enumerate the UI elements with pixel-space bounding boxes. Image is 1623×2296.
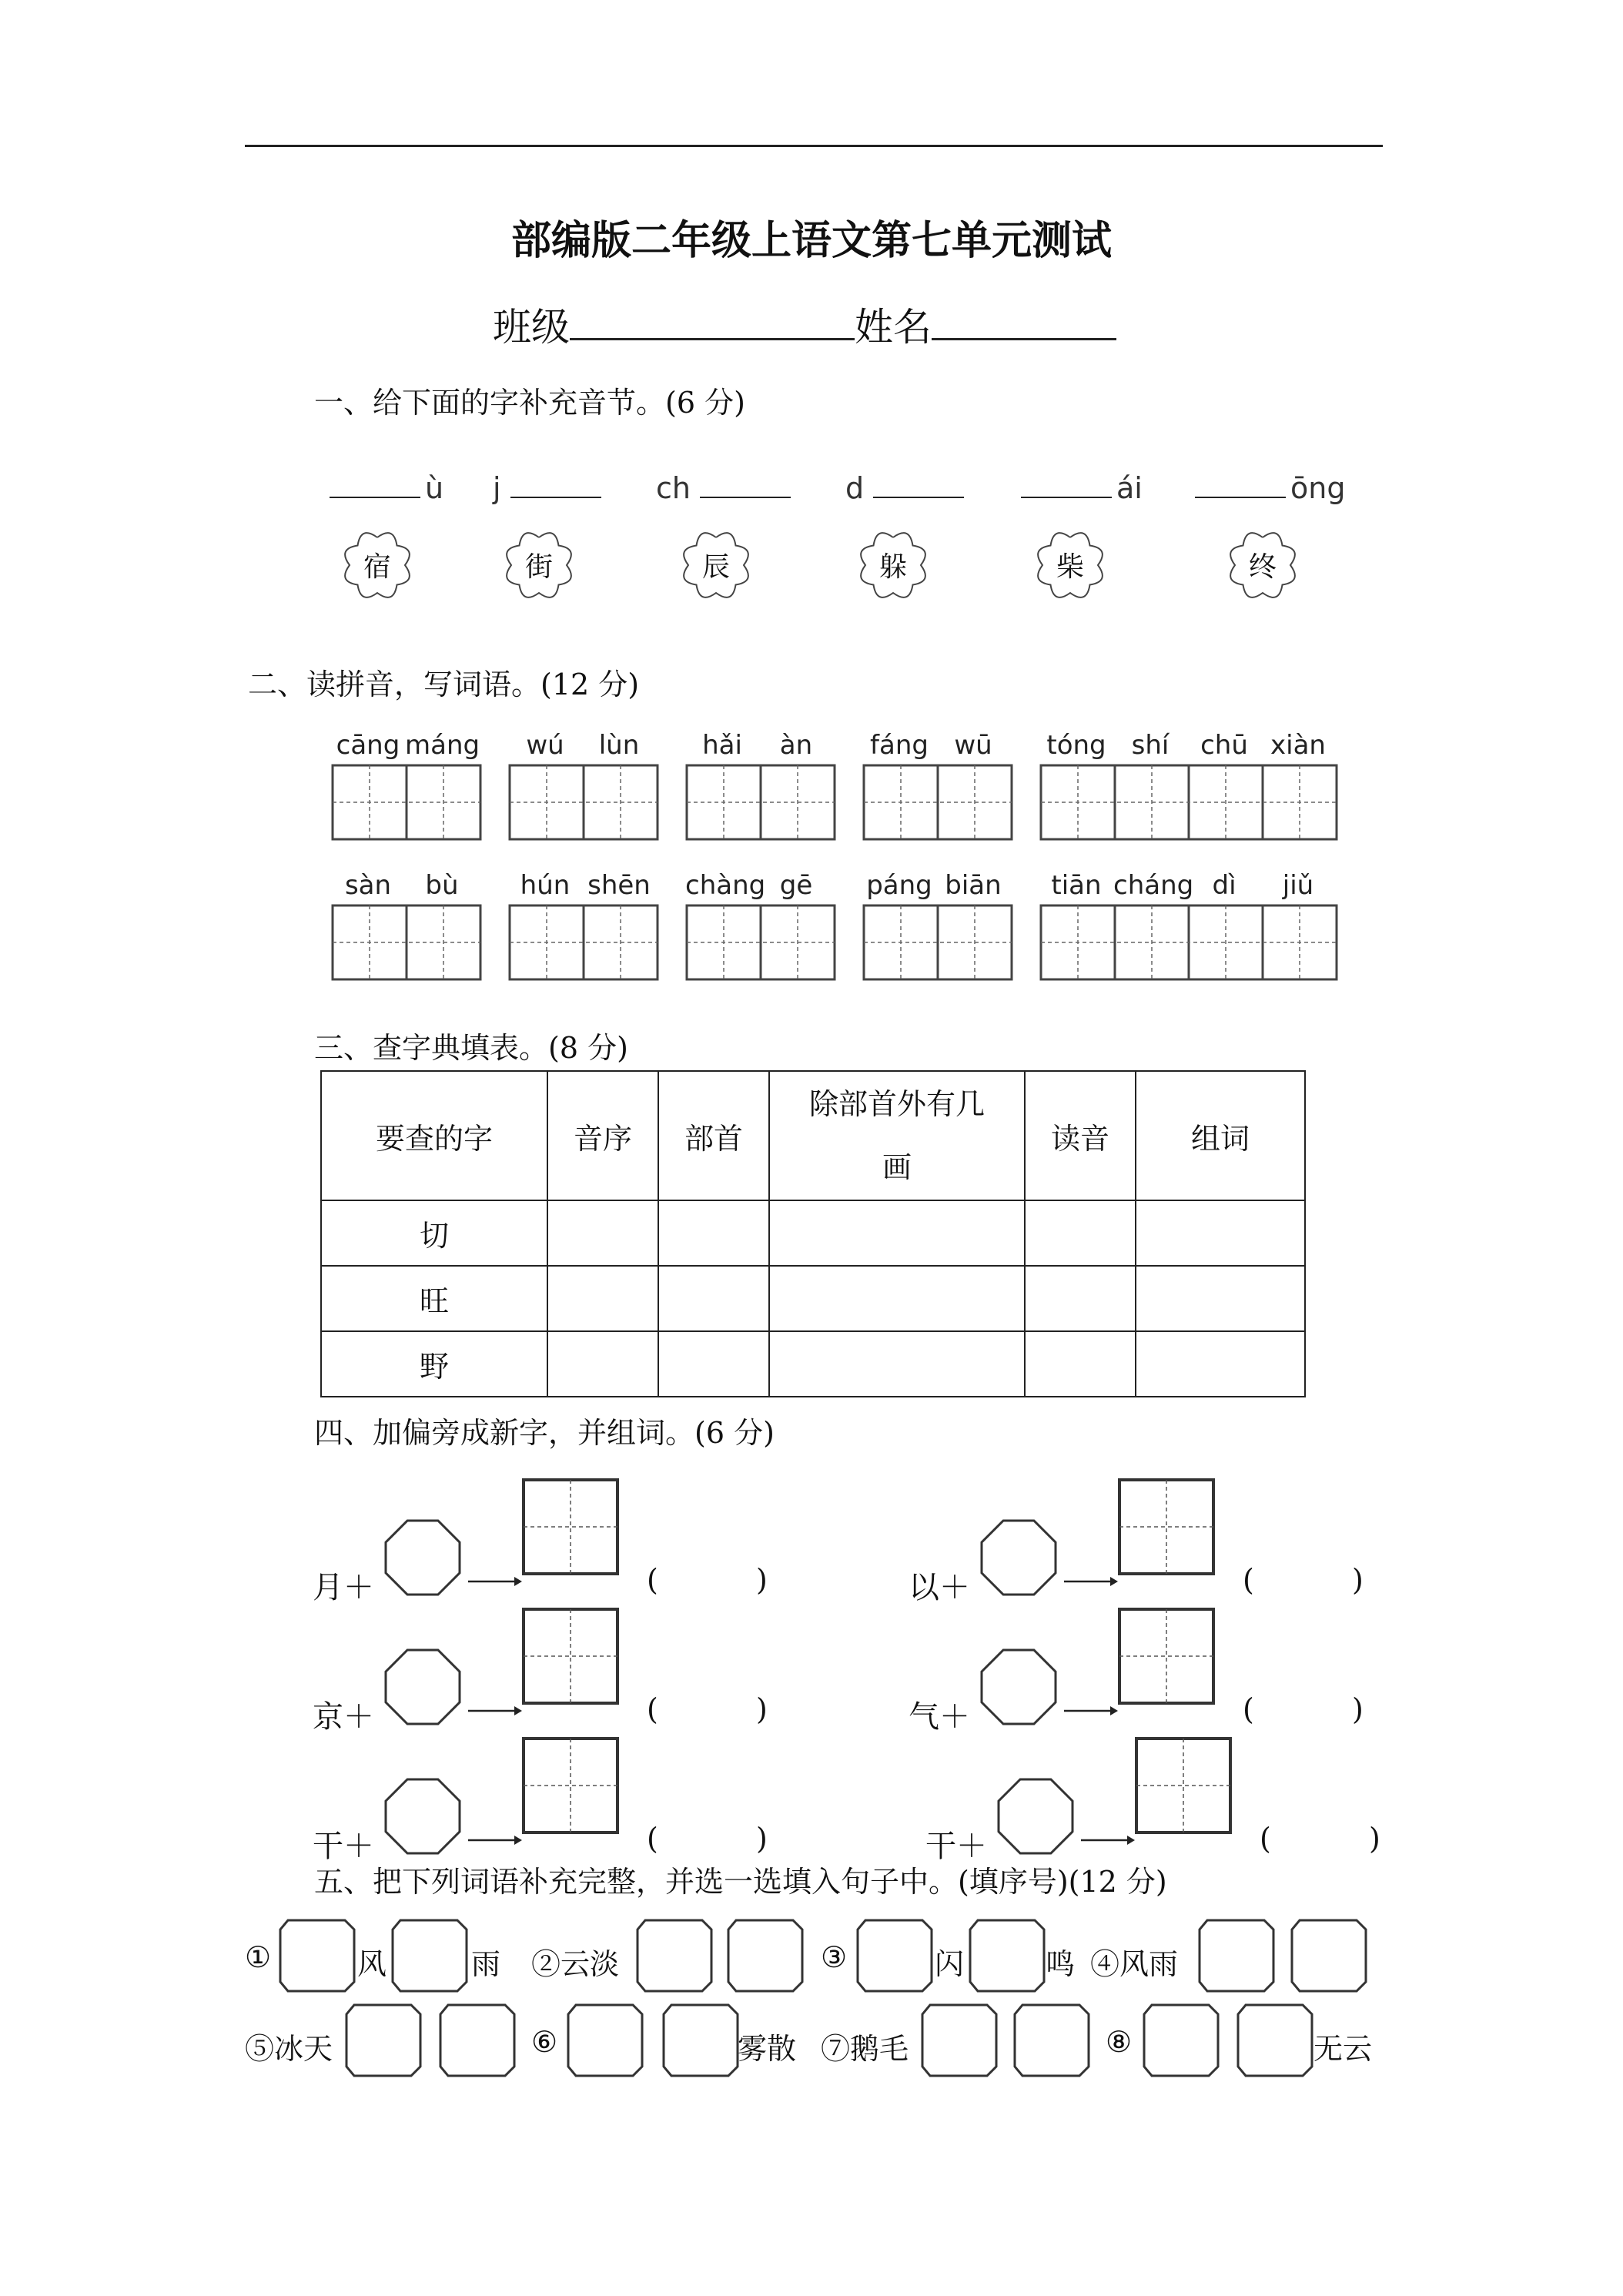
pinyin-syllable: lùn [598,730,640,761]
radical-octagon[interactable] [380,1774,465,1859]
writing-grid[interactable] [862,904,1013,981]
writing-grid[interactable] [685,904,836,981]
pinyin-syllable: dì [1212,870,1236,901]
new-char-grid[interactable] [522,1478,619,1575]
flower-character: 宿 [363,551,391,583]
word-paren-open: ( [1243,1692,1254,1726]
answer-cell[interactable] [769,1331,1025,1397]
answer-cell[interactable] [547,1266,658,1331]
idiom-char-blank[interactable] [345,2003,422,2077]
flower-char-frame [339,527,416,604]
idiom-char-blank[interactable] [1143,2003,1220,2077]
table-row [321,1200,1305,1266]
flower-char-frame [1224,527,1301,604]
new-char-grid[interactable] [1118,1478,1215,1575]
writing-grid[interactable] [508,764,659,841]
pinyin-final: ù [425,471,444,505]
word-paren-open: ( [647,1563,658,1597]
word-paren-close: ) [1352,1692,1364,1726]
arrow-icon [1079,1832,1136,1848]
arrow-icon [1062,1574,1119,1589]
idiom-text: 雾散 [738,2032,797,2066]
plus-sign: ＋ [939,1699,970,1735]
radical-octagon[interactable] [380,1645,465,1729]
arrow-icon [1062,1703,1119,1719]
char-cell: 野 [321,1331,547,1397]
table-header-cell: 要查的字 [321,1071,547,1200]
table-header-cell [769,1071,1025,1200]
header-line-2: 画 [882,1150,912,1184]
pinyin-syllable: shí [1131,730,1170,761]
pinyin-blank-line [1021,471,1143,505]
idiom-text: ②云淡 [531,1947,620,1981]
class-name-line [493,296,1116,352]
idiom-char-blank[interactable] [567,2003,644,2077]
pinyin-blank[interactable] [330,492,420,498]
answer-cell[interactable] [769,1200,1025,1266]
answer-cell[interactable] [658,1266,769,1331]
idiom-text: 雨 [471,1947,501,1981]
answer-cell[interactable] [1136,1266,1305,1331]
new-char-grid[interactable] [1135,1737,1232,1834]
arrow-icon [467,1574,524,1589]
arrow-icon [467,1703,524,1719]
pinyin-syllable: wú [526,730,564,761]
idiom-char-blank[interactable] [727,1919,804,1993]
idiom-char-blank[interactable] [1198,1919,1275,1993]
page-title: 部编版二年级上语文第七单元测试 [510,218,1112,264]
pinyin-blank-line [493,471,601,505]
flower-character: 街 [524,551,553,583]
idiom-char-blank[interactable] [1236,2003,1313,2077]
idiom-text: 无云 [1313,2032,1373,2066]
table-header-row [321,1071,1305,1200]
writing-grid[interactable] [331,764,482,841]
table-row [321,1331,1305,1397]
pinyin-syllable: chū [1200,730,1248,761]
pinyin-initial: d [845,471,865,505]
base-character: 以 [909,1570,939,1605]
pinyin-initial: j [493,471,501,505]
pinyin-syllable: cháng [1113,870,1194,901]
pinyin-blank-line [1195,471,1345,505]
writing-grid[interactable] [508,904,659,981]
flower-character: 柴 [1056,551,1084,583]
header-line-1: 除部首外有几 [808,1087,985,1121]
word-answer-blank[interactable] [665,1692,750,1726]
new-char-grid[interactable] [522,1608,619,1705]
pinyin-final: ōng [1290,471,1346,505]
idiom-char-blank[interactable] [662,2003,739,2077]
idiom-char-blank[interactable] [1290,1919,1367,1993]
idiom-char-blank[interactable] [636,1919,713,1993]
flower-character: 辰 [701,551,730,583]
writing-grid[interactable] [1039,764,1338,841]
idiom-text: 风 [357,1947,387,1981]
word-answer-blank[interactable] [1278,1822,1363,1856]
word-paren-open: ( [647,1822,658,1856]
pinyin-final: ái [1116,471,1143,505]
new-char-grid[interactable] [1118,1608,1215,1705]
char-cell: 切 [321,1200,547,1266]
radical-octagon[interactable] [976,1645,1061,1729]
pinyin-syllable: xiàn [1270,730,1326,761]
base-character: 干 [925,1829,956,1864]
flower-char-frame [1032,527,1109,604]
answer-cell[interactable] [1136,1200,1305,1266]
pinyin-syllable: páng [866,870,932,901]
writing-grid[interactable] [1039,904,1338,981]
pinyin-blank-line [330,471,443,505]
idiom-text: 鸣 [1046,1947,1076,1981]
pinyin-syllable: gē [779,870,813,901]
name-blank[interactable] [932,332,1116,340]
idiom-char-blank[interactable] [969,1919,1046,1993]
idiom-text: ⑧ [1106,2025,1133,2059]
writing-grid[interactable] [685,764,836,841]
idiom-text: ⑤冰天 [245,2032,333,2066]
idiom-text: ③ [821,1940,848,1974]
word-answer-blank[interactable] [665,1822,750,1856]
plus-sign: ＋ [956,1829,987,1864]
table-header-cell: 组词 [1136,1071,1305,1200]
idiom-char-blank[interactable] [391,1919,468,1993]
dictionary-table [320,1070,1306,1397]
pinyin-syllable: hún [520,870,571,901]
flower-char-frame [678,527,755,604]
section2-heading: 二、读拼音，写词语。(12 分) [248,668,640,701]
plus-sign: ＋ [343,1829,374,1864]
section4-heading: 四、加偏旁成新字，并组词。(6 分) [314,1416,775,1450]
word-answer-blank[interactable] [1261,1692,1346,1726]
plus-sign: ＋ [939,1570,970,1605]
base-character: 气 [909,1699,939,1735]
top-rule [245,145,1383,147]
word-paren-close: ) [756,1563,768,1597]
pinyin-syllable: biān [945,870,1002,901]
writing-grid[interactable] [331,904,482,981]
idiom-char-blank[interactable] [439,2003,516,2077]
answer-cell[interactable] [658,1331,769,1397]
pinyin-syllable: sàn [344,870,392,901]
table-header-cell: 读音 [1025,1071,1136,1200]
flower-char-frame [500,527,577,604]
writing-grid[interactable] [862,764,1013,841]
pinyin-syllable: máng [405,730,480,761]
char-cell: 旺 [321,1266,547,1331]
base-character: 干 [313,1829,343,1864]
idiom-char-blank[interactable] [1013,2003,1090,2077]
pinyin-syllable: tiān [1051,870,1102,901]
answer-cell[interactable] [1025,1266,1136,1331]
pinyin-blank[interactable] [1021,492,1112,498]
section3-heading: 三、查字典填表。(8 分) [314,1031,628,1065]
radical-octagon[interactable] [380,1515,465,1600]
name-label: 姓名 [855,305,932,350]
radical-octagon[interactable] [993,1774,1078,1859]
word-paren-close: ) [1352,1563,1364,1597]
idiom-text: 闪 [935,1947,965,1981]
word-answer-blank[interactable] [1261,1563,1346,1597]
idiom-text: ⑦鹅毛 [821,2032,909,2066]
pinyin-blank[interactable] [1195,492,1286,498]
word-paren-open: ( [1243,1563,1254,1597]
section1-heading: 一、给下面的字补充音节。(6 分) [314,386,745,420]
plus-sign: ＋ [343,1570,374,1605]
answer-cell[interactable] [547,1200,658,1266]
flower-character: 终 [1248,551,1277,583]
plus-sign: ＋ [343,1699,374,1735]
pinyin-syllable: jiǔ [1282,870,1314,901]
pinyin-syllable: wū [954,730,992,761]
base-character: 京 [313,1699,343,1735]
answer-cell[interactable] [769,1266,1025,1331]
arrow-icon [467,1832,524,1848]
class-blank[interactable] [570,332,855,340]
pinyin-syllable: shēn [587,870,651,901]
answer-cell[interactable] [658,1200,769,1266]
pinyin-blank-line [656,471,791,505]
word-paren-open: ( [1260,1822,1271,1856]
answer-cell[interactable] [1136,1331,1305,1397]
word-paren-close: ) [756,1822,768,1856]
pinyin-syllable: hǎi [702,730,742,761]
pinyin-syllable: tóng [1046,730,1106,761]
pinyin-syllable: cāng [336,730,400,761]
section5-heading: 五、把下列词语补充完整，并选一选填入句子中。(填序号)(12 分) [314,1865,1167,1899]
base-character: 月 [313,1570,343,1605]
pinyin-blank[interactable] [873,492,964,498]
idiom-char-blank[interactable] [921,2003,998,2077]
word-answer-blank[interactable] [665,1563,750,1597]
pinyin-syllable: bù [425,870,459,901]
answer-cell[interactable] [1025,1200,1136,1266]
word-paren-open: ( [647,1692,658,1726]
class-label: 班级 [493,305,570,350]
idiom-text: ⑥ [531,2025,558,2059]
pinyin-syllable: fáng [870,730,929,761]
flower-char-frame [855,527,932,604]
idiom-text: ① [245,1940,272,1974]
answer-cell[interactable] [547,1331,658,1397]
pinyin-blank-line [845,471,964,505]
idiom-char-blank[interactable] [279,1919,356,1993]
idiom-text: ④风雨 [1090,1947,1179,1981]
table-header-cell: 音序 [547,1071,658,1200]
pinyin-syllable: àn [779,730,813,761]
answer-cell[interactable] [1025,1331,1136,1397]
idiom-char-blank[interactable] [856,1919,933,1993]
word-paren-close: ) [756,1692,768,1726]
flower-character: 躲 [878,551,907,583]
table-row [321,1266,1305,1331]
table-header-cell: 部首 [658,1071,769,1200]
pinyin-initial: ch [656,471,691,505]
radical-octagon[interactable] [976,1515,1061,1600]
pinyin-syllable: chàng [685,870,766,901]
word-paren-close: ) [1369,1822,1380,1856]
new-char-grid[interactable] [522,1737,619,1834]
pinyin-blank[interactable] [510,492,601,498]
pinyin-blank[interactable] [700,492,791,498]
